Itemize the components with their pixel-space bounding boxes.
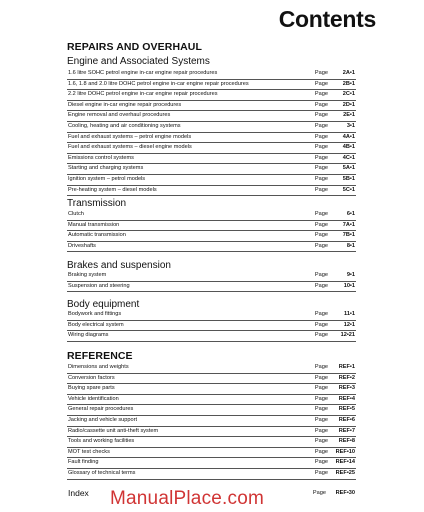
toc-row xyxy=(67,321,356,332)
toc-row-label: Clutch xyxy=(68,211,84,217)
toc-row-page-number: REF•6 xyxy=(338,416,355,423)
toc-row-page-word: Page xyxy=(314,70,328,76)
toc-row-page-number: 8•1 xyxy=(346,242,355,249)
toc-row-page-number: 2A•1 xyxy=(342,70,355,76)
transmission-heading: Transmission xyxy=(67,198,127,209)
toc-row-label: Vehicle identification xyxy=(68,395,119,402)
toc-row-page-number: 7A•1 xyxy=(342,221,355,228)
toc-row-page-number: REF•5 xyxy=(338,406,355,413)
toc-row xyxy=(67,405,356,416)
toc-row xyxy=(67,122,356,133)
toc-row-page-number: 5A•1 xyxy=(342,165,355,172)
toc-row-page-word: Page xyxy=(314,186,328,193)
toc-row-page-word: Page xyxy=(314,242,328,249)
toc-row-label: Ignition system – petrol models xyxy=(68,175,146,182)
toc-row-page-word: Page xyxy=(314,101,328,108)
toc-row-label: Pre-heating system – diesel models xyxy=(68,186,157,193)
toc-row xyxy=(67,384,356,395)
toc-row xyxy=(67,80,356,91)
toc-row-label: 2.2 litre DOHC petrol engine in-car engine repair procedures xyxy=(68,91,218,98)
toc-row-label: Dimensions and weights xyxy=(68,364,129,370)
toc-row-page-number: REF•14 xyxy=(335,459,355,466)
toc-row xyxy=(67,242,356,253)
toc-row-page-number: REF•4 xyxy=(338,395,355,402)
toc-row-label: Cooling, heating and air conditioning systems xyxy=(68,122,181,129)
toc-row-page-word: Page xyxy=(314,416,328,423)
toc-row-label: Wiring diagrams xyxy=(68,332,109,339)
toc-row xyxy=(67,437,356,448)
toc-row-page-number: REF•2 xyxy=(338,374,355,381)
toc-row-page-number: 10•1 xyxy=(343,282,355,289)
toc-row xyxy=(67,416,356,427)
toc-row-page-number: 7B•1 xyxy=(342,232,355,239)
toc-row xyxy=(67,154,356,165)
toc-row xyxy=(67,69,356,80)
toc-row xyxy=(67,469,356,480)
toc-row xyxy=(67,221,356,232)
toc-row-page-number: 12•1 xyxy=(343,321,355,328)
toc-row-label: Emissions control systems xyxy=(68,154,134,161)
engine-list xyxy=(67,69,356,196)
toc-row-page-number: 11•1 xyxy=(344,311,355,317)
toc-row-page-number: REF•25 xyxy=(335,469,355,476)
toc-row-label: Fuel and exhaust systems – petrol engine models xyxy=(68,133,192,140)
toc-row-label: Jacking and vehicle support xyxy=(68,416,138,423)
toc-row xyxy=(67,143,356,154)
toc-row-label: Driveshafts xyxy=(68,242,96,249)
toc-row-label: 1.6, 1.8 and 2.0 litre DOHC petrol engine in-car engine repair procedures xyxy=(68,80,249,87)
toc-row-page-word: Page xyxy=(314,154,328,161)
toc-row-label: Diesel engine in-car engine repair procedures xyxy=(68,101,182,108)
toc-row-page-number: 2D•1 xyxy=(342,101,355,108)
toc-row-page-number: 6•1 xyxy=(346,211,355,217)
toc-row-page-word: Page xyxy=(314,122,328,129)
toc-row xyxy=(67,331,356,342)
toc-row xyxy=(67,111,356,122)
toc-row-label: Buying spare parts xyxy=(68,385,115,392)
engine-heading: Engine and Associated Systems xyxy=(67,56,210,67)
toc-row-page-number: 2C•1 xyxy=(342,91,355,98)
toc-row-page-number: 5B•1 xyxy=(342,175,355,182)
toc-row-page-number: REF•1 xyxy=(338,364,355,370)
toc-row-page-word: Page xyxy=(314,374,328,381)
toc-row xyxy=(67,310,356,321)
toc-row-label: Glossary of technical terms xyxy=(68,469,136,476)
toc-row-page-number: 2B•1 xyxy=(342,80,355,87)
toc-row xyxy=(67,175,356,186)
toc-row-label: Suspension and steering xyxy=(68,282,130,289)
toc-row-page-number: 2E•1 xyxy=(343,112,355,119)
toc-row-page-number: REF•3 xyxy=(338,385,355,392)
toc-row xyxy=(67,90,356,101)
toc-row-page-word: Page xyxy=(314,332,328,339)
toc-row-label: Fault finding xyxy=(68,459,99,466)
body-heading: Body equipment xyxy=(67,299,140,310)
toc-row-page-number: 4B•1 xyxy=(342,144,355,151)
brakes-heading: Brakes and suspension xyxy=(67,260,171,271)
toc-row xyxy=(67,186,356,197)
toc-row-label: 1.6 litre SOHC petrol engine in-car engine repair procedures xyxy=(68,70,218,76)
toc-row-page-word: Page xyxy=(314,395,328,402)
toc-row-page-word: Page xyxy=(314,211,328,217)
toc-row-page-word: Page xyxy=(314,112,328,119)
index-page-number: REF•30 xyxy=(335,490,355,496)
toc-row-label: Tools and working facilities xyxy=(68,438,135,445)
toc-row xyxy=(67,210,356,221)
toc-row-label: Radio/cassette unit anti-theft system xyxy=(68,427,159,434)
toc-row-label: Engine removal and overhaul procedures xyxy=(68,112,171,119)
toc-row-page-number: 3•1 xyxy=(346,122,355,129)
index-label: Index xyxy=(68,488,89,498)
toc-row-label: General repair procedures xyxy=(68,406,134,413)
toc-row xyxy=(67,374,356,385)
toc-row-label: MOT test checks xyxy=(68,448,110,455)
toc-row-page-word: Page xyxy=(314,448,328,455)
toc-row xyxy=(67,271,356,282)
brakes-list xyxy=(67,271,356,292)
toc-row xyxy=(67,395,356,406)
toc-row-page-word: Page xyxy=(314,91,328,98)
toc-row xyxy=(67,133,356,144)
toc-row xyxy=(67,282,356,293)
toc-row-page-word: Page xyxy=(314,385,328,392)
reference-heading: REFERENCE xyxy=(67,350,133,362)
transmission-list xyxy=(67,210,356,252)
toc-row-page-word: Page xyxy=(314,321,328,328)
toc-row-label: Body electrical system xyxy=(68,321,124,328)
toc-row-page-number: REF•10 xyxy=(335,448,355,455)
toc-row-page-word: Page xyxy=(314,144,328,151)
toc-row xyxy=(67,458,356,469)
toc-row-page-word: Page xyxy=(314,311,328,317)
watermark: ManualPlace.com xyxy=(110,488,265,509)
toc-row-page-number: 5C•1 xyxy=(342,186,355,193)
toc-row-page-number: 4A•1 xyxy=(342,133,355,140)
reference-list xyxy=(67,363,356,480)
toc-row xyxy=(67,363,356,374)
toc-row-page-word: Page xyxy=(314,406,328,413)
toc-row-label: Starting and charging systems xyxy=(68,165,144,172)
toc-row-page-word: Page xyxy=(314,459,328,466)
toc-row xyxy=(67,101,356,112)
toc-row-label: Conversion factors xyxy=(68,374,115,381)
toc-row-page-number: 4C•1 xyxy=(342,154,355,161)
toc-row xyxy=(67,427,356,438)
toc-row-label: Fuel and exhaust systems – diesel engine models xyxy=(68,144,192,151)
toc-row-label: Automatic transmission xyxy=(68,232,126,239)
toc-row-page-word: Page xyxy=(314,438,328,445)
index-page-word: Page xyxy=(312,490,326,496)
toc-row-page-number: 9•1 xyxy=(346,272,355,278)
toc-row-page-word: Page xyxy=(314,364,328,370)
toc-row-page-word: Page xyxy=(314,175,328,182)
toc-row-label: Manual transmission xyxy=(68,221,120,228)
toc-row-page-number: 12•21 xyxy=(340,332,355,339)
toc-row-page-word: Page xyxy=(314,165,328,172)
toc-row xyxy=(67,231,356,242)
toc-row xyxy=(67,164,356,175)
toc-row-page-word: Page xyxy=(314,232,328,239)
toc-row-label: Bodywork and fittings xyxy=(68,311,122,317)
body-list xyxy=(67,310,356,342)
toc-row-page-word: Page xyxy=(314,221,328,228)
toc-row-page-word: Page xyxy=(314,427,328,434)
toc-row-page-word: Page xyxy=(314,272,328,278)
toc-row-page-word: Page xyxy=(314,282,328,289)
page-title: Contents xyxy=(278,6,376,32)
repairs-heading: REPAIRS AND OVERHAUL xyxy=(67,41,203,53)
toc-row-page-word: Page xyxy=(314,133,328,140)
toc-row-label: Braking system xyxy=(68,272,107,278)
toc-row-page-word: Page xyxy=(314,80,328,87)
toc-row-page-number: REF•8 xyxy=(338,438,355,445)
toc-row-page-number: REF•7 xyxy=(338,427,355,434)
toc-row-page-word: Page xyxy=(314,469,328,476)
toc-row xyxy=(67,448,356,459)
